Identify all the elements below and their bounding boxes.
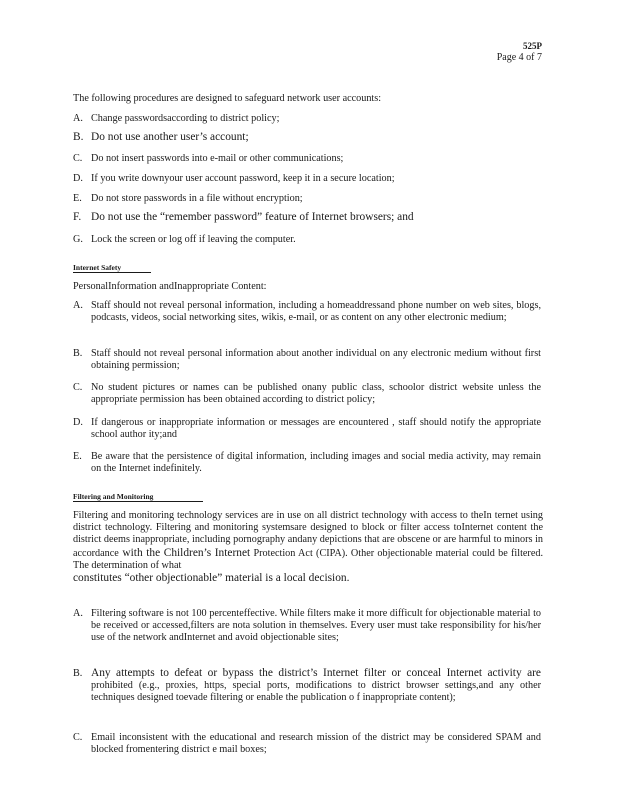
page-number: Page 4 of 7 xyxy=(496,52,542,63)
account-item-g xyxy=(73,234,541,246)
item-text: prohibited (e.g., proxies, https, special ports, modifications to district browser settings,and any other techniques designed toevade filtering or enable the publication o f inappropriate content); xyxy=(91,679,541,703)
filtering-text-d: constitutes “other objectionable” material is a local decision. xyxy=(73,572,350,585)
internet-safety-heading: Internet Safety xyxy=(73,263,151,273)
item-letter: C. xyxy=(73,382,83,393)
item-text: Do not store passwords in a file without encryption; xyxy=(91,193,303,204)
safety-item-d xyxy=(73,417,541,441)
account-item-b xyxy=(73,132,541,144)
safety-item-e xyxy=(73,451,541,475)
item-text: Change passwordsaccording to district policy; xyxy=(91,113,280,124)
item-letter: A. xyxy=(73,113,83,124)
page-header xyxy=(497,40,542,64)
filtering-item-b xyxy=(73,668,541,703)
item-text: Email inconsistent with the educational and research mission of the district may be considered SPAM and blocked fromentering district e mail boxes; xyxy=(91,732,541,755)
item-text: Do not use the “remember password” feature of Internet browsers; and xyxy=(91,211,414,223)
item-letter: D. xyxy=(73,173,83,184)
account-item-a xyxy=(73,113,541,125)
item-text-lead: Any attempts to defeat or bypass the district’s Internet filter or conceal Internet activity are xyxy=(91,667,541,679)
policy-code: 525P xyxy=(523,41,542,51)
safety-item-c xyxy=(73,382,541,406)
personal-information-subheading: PersonalInformation andInappropriate Content: xyxy=(73,281,267,292)
safety-item-a xyxy=(73,300,541,324)
filtering-heading: Filtering and Monitoring xyxy=(73,492,203,502)
item-letter: A. xyxy=(73,608,83,619)
item-text: Staff should not reveal personal information about another individual on any electronic medium without first obtaining permission; xyxy=(91,348,541,371)
filtering-text-b: with the Children’s Internet xyxy=(118,546,251,559)
item-letter: C. xyxy=(73,153,83,164)
item-text: Be aware that the persistence of digital information, including images and social media activity, may remain on the Internet indefinitely. xyxy=(91,451,541,474)
item-text: Lock the screen or log off if leaving the computer. xyxy=(91,234,296,245)
item-letter: B. xyxy=(73,348,83,359)
item-text: Filtering software is not 100 percenteffective. While filters make it more difficult for objectionable material to be received or accessed,filters are nota solution in themselves. Every user must take responsibility for his/her use of the network andInternet and avoid objectionable sites; xyxy=(91,608,541,643)
item-letter: E. xyxy=(73,451,82,462)
item-text: If you write downyour user account password, keep it in a secure location; xyxy=(91,173,395,184)
item-text: If dangerous or inappropriate information or messages are encountered , staff should notify the appropriate school author ity;and xyxy=(91,417,541,440)
item-letter: D. xyxy=(73,417,83,428)
filtering-item-a xyxy=(73,608,541,643)
filtering-text-a: Filtering and monitoring technology services are in use on all district technology with access to theIn ternet using district technology. Filtering and monitoring systemsare designed to block or filter access toInternet content the district deems inappropriate, including pornography andany depictions that are obscene or are harmful to minors in accordance xyxy=(73,510,543,559)
filtering-paragraph xyxy=(73,510,543,584)
item-letter: C. xyxy=(73,732,83,743)
filtering-item-c xyxy=(73,732,541,756)
account-item-e xyxy=(73,193,541,205)
item-text: Staff should not reveal personal information, including a homeaddressand phone number on web sites, blogs, podcasts, videos, social networking sites, wikis, e-mail, or as content on any other electronic medium; xyxy=(91,300,541,323)
item-letter: A. xyxy=(73,300,83,311)
account-item-c xyxy=(73,153,541,165)
item-text: No student pictures or names can be published onany public class, schoolor district website unless the appropriate permission has been obtained according to district policy; xyxy=(91,382,541,405)
item-letter: E. xyxy=(73,193,82,204)
account-item-d xyxy=(73,173,541,185)
item-text: Do not insert passwords into e-mail or other communications; xyxy=(91,153,344,164)
safety-item-b xyxy=(73,348,541,372)
filtering-text-c: Protection Act (CIPA). Other objectionable material could be filtered. The determination of what xyxy=(73,547,543,571)
intro-text: The following procedures are designed to safeguard network user accounts: xyxy=(73,93,382,104)
item-letter: F. xyxy=(73,211,82,223)
item-letter: B. xyxy=(73,131,84,143)
item-letter: G. xyxy=(73,234,83,245)
item-text: Do not use another user’s account; xyxy=(91,131,249,143)
item-letter: B. xyxy=(73,668,83,679)
account-item-f xyxy=(73,212,541,224)
